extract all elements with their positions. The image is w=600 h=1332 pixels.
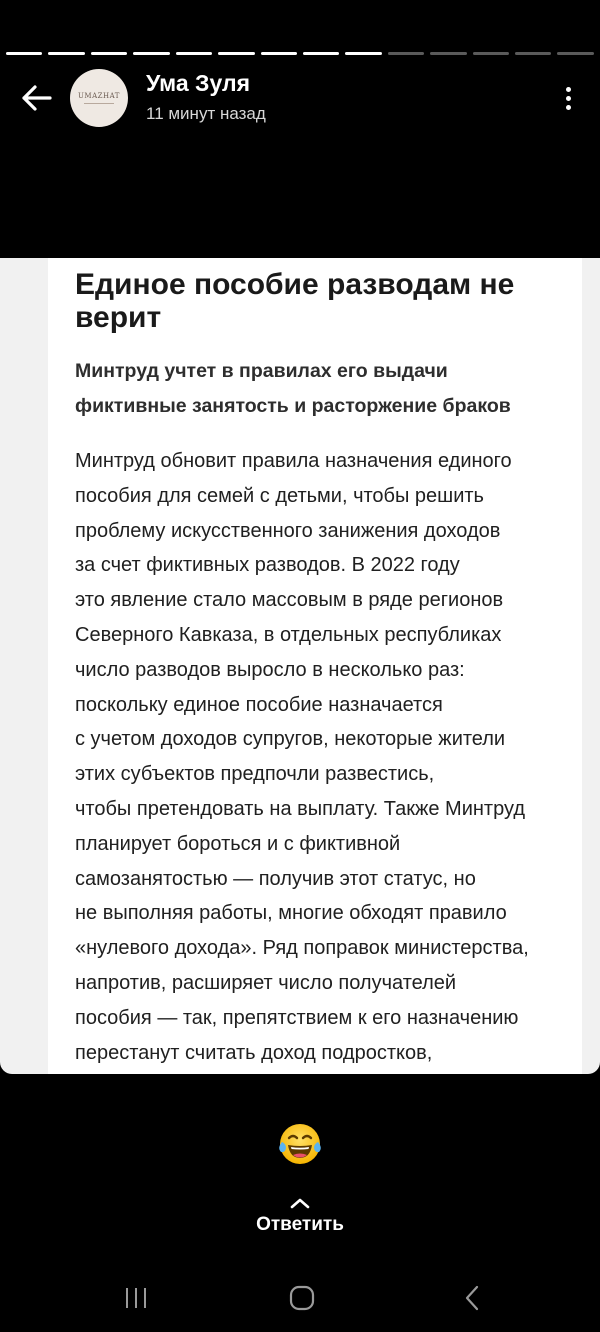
back-button[interactable] [16, 80, 56, 116]
article-body-line: самозанятостью — получив этот статус, но [75, 867, 476, 890]
story-image [0, 258, 600, 1074]
article-body-line: за счет фиктивных разводов. В 2022 году [75, 554, 460, 577]
progress-segment-viewed [218, 52, 254, 55]
avatar-logo-underline [84, 103, 114, 104]
article-body-line: с учетом доходов супругов, некоторые жители [75, 728, 506, 751]
article-body-line: поскольку единое пособие назначается [75, 693, 443, 716]
progress-segment-pending [515, 52, 551, 55]
article-body-line: пособия для семей с детьми, чтобы решить [75, 484, 484, 507]
story-progress-bar [6, 52, 594, 56]
article-body-line: число разводов выросло в несколько раз: [75, 658, 465, 681]
reaction-button[interactable] [276, 1120, 324, 1168]
system-navigation-bar [0, 1262, 600, 1332]
arrow-left-icon [20, 84, 52, 112]
story-timestamp: 11 минут назад [146, 104, 266, 123]
progress-segment-viewed [345, 52, 381, 55]
progress-segment-viewed [48, 52, 84, 55]
author-avatar[interactable] [70, 69, 128, 127]
article-body-line: «нулевого дохода». Ряд поправок министерства, [75, 937, 529, 960]
article-body-line: напротив, расширяет число получателей [75, 971, 457, 994]
recents-button[interactable] [118, 1284, 154, 1312]
home-icon [289, 1285, 315, 1311]
progress-segment-viewed [91, 52, 127, 55]
author-name[interactable]: Ума Зуля [146, 70, 250, 96]
reply-label: Ответить [256, 1214, 344, 1235]
article-body-line: перестанут считать доход подростков, [75, 1041, 433, 1064]
progress-segment-pending [388, 52, 424, 55]
progress-segment-viewed [303, 52, 339, 55]
more-vertical-icon [566, 87, 571, 110]
more-options-button[interactable] [552, 80, 584, 116]
article-body-line: этих субъектов предпочли развестись, [75, 763, 435, 786]
progress-segment-viewed [133, 52, 169, 55]
chevron-up-icon [289, 1196, 311, 1210]
article-body-line: пособия — так, препятствием к его назначению [75, 1006, 519, 1029]
progress-segment-viewed [176, 52, 212, 55]
progress-segment-viewed [261, 52, 297, 55]
article-headline: Единое пособие разводам не верит [75, 268, 515, 334]
recents-icon [123, 1287, 149, 1309]
avatar-logo-text: UMAZHAT [78, 92, 120, 100]
progress-segment-viewed [6, 52, 42, 55]
system-back-button[interactable] [456, 1284, 488, 1312]
article-lead: Минтруд учтет в правилах его выдачи фиктивные занятость и расторжение браков [75, 360, 511, 417]
reply-button[interactable] [0, 1196, 600, 1236]
progress-segment-pending [557, 52, 593, 55]
article-body-line: Северного Кавказа, в отдельных республиках [75, 623, 502, 646]
article-body-line: Минтруд обновит правила назначения единого [75, 450, 512, 472]
article-body [75, 444, 570, 1070]
progress-segment-pending [430, 52, 466, 55]
face-with-tears-of-joy-icon [276, 1120, 324, 1168]
home-button[interactable] [284, 1284, 320, 1312]
article-body-line: проблему искусственного занижения доходов [75, 519, 501, 542]
progress-segment-pending [473, 52, 509, 55]
article-body-line: это явление стало массовым в ряде регионов [75, 589, 504, 612]
article-body-line: планирует бороться и с фиктивной [75, 832, 401, 855]
article-body-line: чтобы претендовать на выплату. Также Минтруд [75, 797, 525, 820]
back-chevron-icon [464, 1285, 480, 1311]
article-body-line: не выполняя работы, многие обходят правило [75, 902, 507, 925]
